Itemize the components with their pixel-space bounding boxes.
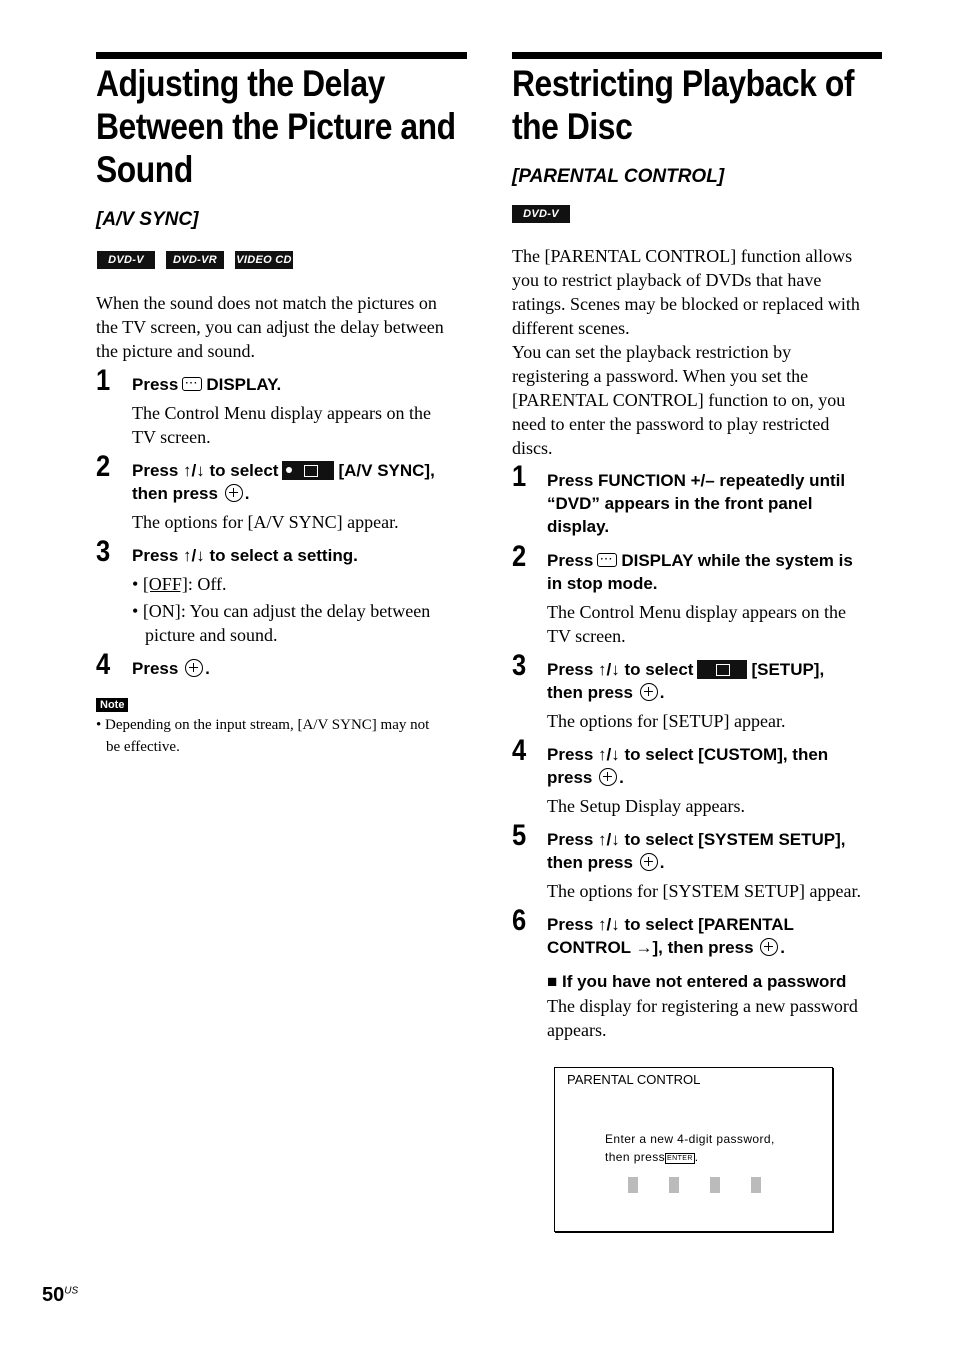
step-number: 3 <box>512 649 527 682</box>
option-text: picture and sound. <box>145 625 278 645</box>
intro-line: the TV screen, you can adjust the delay between <box>96 317 444 337</box>
step-instruction: Press ↑/↓ to select [CUSTOM], then press . <box>547 745 829 787</box>
step-text: then press <box>132 484 218 503</box>
intro-line: need to enter the password to play restricted <box>512 414 830 434</box>
step-text: Press ↑/↓ to select <box>132 461 279 480</box>
note-line: • Depending on the input stream, [A/V SYNC] may not <box>96 717 430 733</box>
right-title-line: the Disc <box>512 106 633 147</box>
step-instruction: Press ↑/↓ to select [A/V SYNC], then press . <box>132 461 435 503</box>
left-title-line: Adjusting the Delay <box>96 63 385 104</box>
right-subtitle: [PARENTAL CONTROL] <box>512 166 725 187</box>
step-description <box>547 794 745 818</box>
intro-line: When the sound does not match the pictures on <box>96 293 437 313</box>
intro-line: registering a password. When you set the <box>512 366 809 386</box>
note-label: Note <box>96 698 128 712</box>
step-instruction: Press ↑/↓ to select [SETUP], then press . <box>547 660 825 702</box>
password-digit-slot[interactable] <box>710 1177 720 1193</box>
intro-line: you to restrict playback of DVDs that have <box>512 270 822 290</box>
step-number: 1 <box>96 364 111 397</box>
step-number: 1 <box>512 460 527 493</box>
step-text: DISPLAY while the system is <box>621 551 853 570</box>
step-description <box>547 879 861 903</box>
step-text: in stop mode. <box>547 574 658 593</box>
option-on: • [ON]: You can adjust the delay between <box>132 601 431 621</box>
desc-line: The options for [A/V SYNC] appear. <box>132 512 399 532</box>
parental-control-screen <box>554 1067 833 1232</box>
desc-line: The display for registering a new password <box>547 996 858 1016</box>
option-list <box>132 572 430 647</box>
step-description <box>132 510 399 534</box>
step-text: then press <box>547 683 633 702</box>
option-key: [ON] <box>142 601 181 621</box>
intro-line: discs. <box>512 438 553 458</box>
page-number-value: 50 <box>42 1284 65 1306</box>
step-instruction: Press . <box>132 659 210 678</box>
step-text: “DVD” appears in the front panel <box>547 494 813 513</box>
right-intro <box>512 244 860 460</box>
badge-dvd-v: DVD-V <box>97 251 155 269</box>
desc-line: The Setup Display appears. <box>547 796 745 816</box>
step-instruction <box>547 469 845 538</box>
step-text: DISPLAY. <box>206 375 282 394</box>
intro-line: [PARENTAL CONTROL] function to on, you <box>512 390 846 410</box>
enter-button-icon <box>640 683 658 701</box>
step-text: Press ↑/↓ to select [PARENTAL <box>547 915 794 934</box>
note-line: be effective. <box>106 739 180 755</box>
desc-line: TV screen. <box>132 427 211 447</box>
left-title-line: Sound <box>96 149 193 190</box>
desc-line: The options for [SYSTEM SETUP] appear. <box>547 881 861 901</box>
intro-line: ratings. Scenes may be blocked or replaced with <box>512 294 860 314</box>
av-sync-menu-icon <box>282 461 334 480</box>
step-text: then press <box>547 853 633 872</box>
badge-video-cd: VIDEO CD <box>235 251 293 269</box>
setup-menu-icon <box>697 660 747 679</box>
step-text: Press <box>132 659 179 678</box>
badge-dvd-v: DVD-V <box>512 205 570 223</box>
step-text: Press ↑/↓ to select <box>547 660 694 679</box>
enter-button-icon <box>760 938 778 956</box>
intro-line: The [PARENTAL CONTROL] function allows <box>512 246 853 266</box>
note-text <box>96 714 429 758</box>
step-instruction <box>547 549 853 595</box>
display-button-icon <box>182 377 202 391</box>
step-number: 3 <box>96 535 111 568</box>
enter-button-icon <box>185 659 203 677</box>
enter-button-icon <box>599 768 617 786</box>
step-number: 2 <box>96 450 111 483</box>
step-description <box>132 401 431 449</box>
enter-button-icon <box>225 484 243 502</box>
prompt-line: Enter a new 4-digit password, <box>605 1132 775 1146</box>
step-text: Press <box>132 375 179 394</box>
step-text: Press ↑/↓ to select [CUSTOM], then <box>547 745 829 764</box>
step-number: 2 <box>512 540 527 573</box>
step-number: 6 <box>512 904 527 937</box>
password-heading: ■ If you have not entered a password <box>547 972 847 991</box>
step-instruction <box>132 373 281 396</box>
screen-prompt: Enter a new 4-digit password, then press ENTER . <box>605 1132 775 1164</box>
page-region-suffix: US <box>64 1285 79 1297</box>
step-number: 4 <box>96 648 111 681</box>
display-button-icon <box>597 553 617 567</box>
password-description <box>547 994 858 1042</box>
left-title-line: Between the Picture and <box>96 106 456 147</box>
password-digit-slot[interactable] <box>751 1177 761 1193</box>
prompt-line: then press <box>605 1150 666 1164</box>
screen-title: PARENTAL CONTROL <box>567 1072 701 1087</box>
step-text: press <box>547 768 593 787</box>
option-off: • [OFF]: Off. <box>132 574 227 594</box>
enter-key-icon: ENTER <box>667 1155 693 1162</box>
desc-line: The options for [SETUP] appear. <box>547 711 786 731</box>
option-text: : Off. <box>187 574 227 594</box>
desc-line: TV screen. <box>547 626 626 646</box>
step-text: display. <box>547 517 610 536</box>
step-text: Press <box>547 551 594 570</box>
left-intro <box>96 291 444 363</box>
step-instruction: Press ↑/↓ to select [SYSTEM SETUP], then press . <box>547 830 846 872</box>
step-text: CONTROL →], then press <box>547 938 754 957</box>
desc-line: appears. <box>547 1020 607 1040</box>
step-text: [A/V SYNC], <box>338 461 435 480</box>
desc-line: The Control Menu display appears on the <box>132 403 431 423</box>
left-title-rule <box>96 52 467 59</box>
step-text: [SETUP], <box>751 660 825 679</box>
step-instruction: Press ↑/↓ to select a setting. <box>132 546 358 565</box>
option-text: : You can adjust the delay between <box>180 601 431 621</box>
password-digit-slot[interactable] <box>628 1177 638 1193</box>
step-description <box>547 709 785 733</box>
right-title-rule <box>512 52 882 59</box>
intro-line: the picture and sound. <box>96 341 255 361</box>
left-title <box>96 62 456 191</box>
step-instruction: Press ↑/↓ to select [PARENTAL CONTROL →], then press . <box>547 915 794 957</box>
page-number <box>42 1284 78 1307</box>
step-number: 5 <box>512 819 527 852</box>
desc-line: The Control Menu display appears on the <box>547 602 846 622</box>
password-digit-slot[interactable] <box>669 1177 679 1193</box>
step-text: Press FUNCTION +/– repeatedly until <box>547 471 846 490</box>
step-text: Press ↑/↓ to select [SYSTEM SETUP], <box>547 830 846 849</box>
enter-button-icon <box>640 853 658 871</box>
intro-line: You can set the playback restriction by <box>512 342 792 362</box>
badge-dvd-vr: DVD-VR <box>166 251 224 269</box>
right-title <box>512 62 854 148</box>
right-title-line: Restricting Playback of <box>512 63 855 104</box>
intro-line: different scenes. <box>512 318 630 338</box>
left-subtitle: [A/V SYNC] <box>96 209 199 230</box>
step-description <box>547 600 846 648</box>
option-key: [OFF] <box>142 574 188 594</box>
step-number: 4 <box>512 734 527 767</box>
